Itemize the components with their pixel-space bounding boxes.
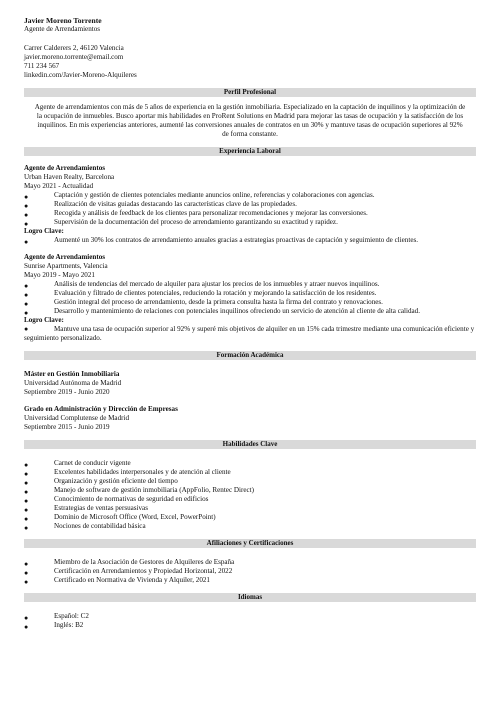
job-entry [24, 253, 476, 343]
affiliations-list [24, 558, 476, 585]
bullet-icon: ● [24, 524, 29, 532]
list-item: ● Gestión integral del proceso de arrendamiento, desde la primera consulta hasta la firma del contrato y renovaciones. [24, 298, 383, 308]
achievement-label: Logro Clave: [24, 316, 64, 324]
list-item: ● Desarrollo y mantenimiento de relaciones con potenciales inquilinos ofreciendo un servicio de atención al cliente de alta calidad. [24, 307, 420, 317]
bullet-icon: ● [24, 569, 29, 577]
bullet-icon: ● [24, 461, 29, 469]
bullet-icon: ● [24, 325, 29, 333]
list-item: ● Supervisión de la documentación del proceso de arrendamiento garantizando su exactitud y rapidez. [24, 218, 338, 228]
bullet-icon: ● [24, 309, 29, 317]
section-title-profile: Perfil Profesional [24, 88, 476, 97]
skills-list [24, 459, 476, 531]
list-item: ● Certificado en Normativa de Vivienda y Alquiler, 2021 [24, 576, 210, 586]
job-tasks [24, 280, 476, 316]
section-title-experience: Experiencia Laboral [24, 147, 476, 156]
bullet-icon: ● [24, 560, 29, 568]
education-dates: Septiembre 2019 - Junio 2020 [24, 388, 110, 396]
bullet-icon: ● [24, 291, 29, 299]
bullet-icon: ● [24, 211, 29, 219]
bullet-icon: ● [24, 300, 29, 308]
bullet-icon: ● [24, 578, 29, 586]
bullet-icon: ● [24, 193, 29, 201]
list-item: ● Evaluación y filtrado de clientes potenciales, reduciendo la rotación y mejorando la satisfacción de los residentes. [24, 289, 377, 299]
bullet-icon: ● [24, 623, 29, 631]
bullet-icon: ● [24, 238, 29, 246]
list-item: ● Miembro de la Asociación de Gestores de Alquileres de España [24, 558, 235, 568]
job-company: Urban Haven Realty, Barcelona [24, 173, 115, 181]
education-entry [24, 405, 476, 432]
job-dates: Mayo 2021 - Actualidad [24, 182, 94, 190]
job-role: Agente de Arrendamientos [24, 164, 106, 172]
list-item: ● Conocimiento de normativas de seguridad en edificios [24, 495, 209, 505]
job-role: Agente de Arrendamientos [24, 253, 106, 261]
section-title-affiliations: Afiliaciones y Certificaciones [24, 539, 476, 548]
candidate-name: Javier Moreno Torrente [24, 16, 102, 25]
linkedin: linkedin.com/Javier-Moreno-Alquileres [24, 71, 137, 79]
list-item: ● Carnet de conducir vigente [24, 459, 131, 469]
section-title-languages: Idiomas [24, 593, 476, 602]
job-entry [24, 164, 476, 245]
bullet-icon: ● [24, 488, 29, 496]
bullet-icon: ● [24, 497, 29, 505]
degree: Máster en Gestión Inmobiliaria [24, 370, 120, 378]
achievement-label: Logro Clave: [24, 227, 64, 235]
job-dates: Mayo 2019 - Mayo 2021 [24, 271, 95, 279]
list-item: ● Nociones de contabilidad básica [24, 522, 146, 532]
job-company: Sunrise Apartments, Valencia [24, 262, 108, 270]
list-item: ● Realización de visitas guiadas destacando las características clave de las propiedades. [24, 200, 297, 210]
bullet-icon: ● [24, 282, 29, 290]
address: Carrer Calderers 2, 46120 Valencia [24, 44, 124, 52]
list-item: ● Organización y gestión eficiente del tiempo [24, 477, 178, 487]
bullet-icon: ● [24, 220, 29, 228]
education-entry [24, 370, 476, 397]
list-item: ● Certificación en Arrendamientos y Propiedad Horizontal, 2022 [24, 567, 233, 577]
achievement-item: ● Mantuve una tasa de ocupación superior al 92% y superé mis objetivos de alquiler en un 15% cada trimestre mediante una comunicación eficiente y seguimiento personalizado. [24, 325, 475, 342]
list-item: ● Excelentes habilidades interpersonales y de atención al cliente [24, 468, 231, 478]
list-item: ● Dominio de Microsoft Office (Word, Excel, PowerPoint) [24, 513, 216, 523]
list-item: ● Manejo de software de gestión inmobiliaria (AppFolio, Rentec Direct) [24, 486, 254, 496]
candidate-title: Agente de Arrendamientos [24, 25, 101, 33]
bullet-icon: ● [24, 202, 29, 210]
languages-list [24, 612, 476, 630]
phone: 711 234 567 [24, 62, 60, 70]
bullet-icon: ● [24, 479, 29, 487]
email: javier.moreno.torrente@email.com [24, 53, 124, 61]
header [24, 16, 476, 80]
list-item: ● Captación y gestión de clientes potenciales mediante anuncios online, referencias y colaboraciones con agencias. [24, 191, 375, 201]
profile-summary: Agente de arrendamientos con más de 5 años de experiencia en la gestión inmobiliaria. Especializado en la captación de inquilinos y la optimización de la ocupación de inmuebles. Busco aportar mis habilidades en ProRent Solutions en Madrid para mejorar las tasas de ocupación y la satisfacción de los inquilinos. En mis experiencias anteriores, aumenté las conversiones anuales de contratos en un 30% y mantuve tasas de ocupación superiores al 92% de forma constante. [34, 103, 466, 138]
bullet-icon: ● [24, 506, 29, 514]
education-dates: Septiembre 2015 - Junio 2019 [24, 423, 110, 431]
degree: Grado en Administración y Dirección de Empresas [24, 405, 178, 413]
section-title-education: Formación Académica [24, 351, 476, 360]
bullet-icon: ● [24, 614, 29, 622]
list-item: ● Estrategias de ventas persuasivas [24, 504, 148, 514]
list-item: ● Recogida y análisis de feedback de los clientes para personalizar recomendaciones y mejorar las conversiones. [24, 209, 368, 219]
list-item: ● Inglés: B2 [24, 621, 84, 631]
section-title-skills: Habilidades Clave [24, 440, 476, 449]
school: Universidad Complutense de Madrid [24, 414, 130, 422]
school: Universidad Autónoma de Madrid [24, 379, 122, 387]
bullet-icon: ● [24, 470, 29, 478]
list-item: ● Español: C2 [24, 612, 89, 622]
achievement-item: ● Aumenté un 30% los contratos de arrendamiento anuales gracias a estrategias proactivas de captación y seguimiento de clientes. [24, 236, 419, 246]
bullet-icon: ● [24, 515, 29, 523]
list-item: ● Análisis de tendencias del mercado de alquiler para ajustar los precios de los inmuebles y atraer nuevos inquilinos. [24, 280, 380, 290]
job-tasks [24, 191, 476, 227]
